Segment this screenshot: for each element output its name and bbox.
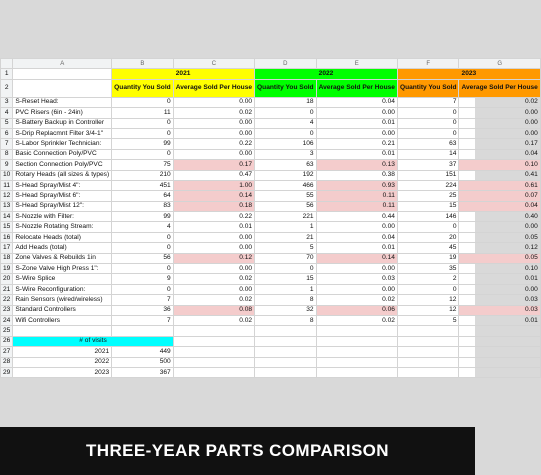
avg-cell[interactable]: 0.00 bbox=[173, 97, 254, 107]
avg-cell[interactable]: 0.02 bbox=[173, 315, 254, 325]
avg-cell[interactable]: 0.11 bbox=[316, 191, 397, 201]
qty-cell[interactable]: 8 bbox=[255, 315, 317, 325]
cell bbox=[316, 347, 397, 357]
qty-cell[interactable]: 19 bbox=[397, 253, 459, 263]
table-row bbox=[1, 222, 541, 232]
qty-header: Quantity You Sold bbox=[255, 79, 317, 97]
column-header-f[interactable]: F bbox=[397, 59, 459, 69]
qty-cell[interactable]: 83 bbox=[112, 201, 174, 211]
row-number: 27 bbox=[1, 347, 13, 357]
cell bbox=[173, 336, 254, 346]
row-number: 23 bbox=[1, 305, 13, 315]
table-row bbox=[1, 264, 541, 274]
avg-cell[interactable]: 1.00 bbox=[173, 180, 254, 190]
table-row bbox=[1, 149, 541, 159]
row-number: 9 bbox=[1, 160, 13, 170]
row-number: 3 bbox=[1, 97, 13, 107]
avg-cell[interactable]: 0.47 bbox=[173, 170, 254, 180]
cell bbox=[173, 367, 254, 377]
cell bbox=[397, 367, 459, 377]
item-label[interactable]: S-Labor Sprinkler Technician: bbox=[13, 139, 112, 149]
avg-cell[interactable]: 0.00 bbox=[173, 118, 254, 128]
qty-cell[interactable]: 0 bbox=[397, 128, 459, 138]
qty-cell[interactable]: 0 bbox=[397, 108, 459, 118]
qty-cell[interactable]: 0 bbox=[397, 118, 459, 128]
qty-cell[interactable]: 99 bbox=[112, 212, 174, 222]
row-number: 18 bbox=[1, 253, 13, 263]
table-row bbox=[1, 191, 541, 201]
qty-cell[interactable]: 45 bbox=[397, 243, 459, 253]
qty-cell[interactable]: 4 bbox=[112, 222, 174, 232]
visits-count[interactable]: 449 bbox=[112, 347, 174, 357]
avg-cell[interactable]: 0.00 bbox=[459, 222, 540, 232]
qty-cell[interactable]: 7 bbox=[397, 97, 459, 107]
column-header-row bbox=[1, 59, 541, 69]
qty-cell[interactable]: 0 bbox=[255, 128, 317, 138]
avg-cell[interactable]: 0.01 bbox=[316, 149, 397, 159]
avg-cell[interactable]: 0.13 bbox=[316, 160, 397, 170]
avg-cell[interactable]: 0.02 bbox=[316, 315, 397, 325]
cell bbox=[13, 79, 112, 97]
row-number: 28 bbox=[1, 357, 13, 367]
qty-cell[interactable]: 1 bbox=[255, 222, 317, 232]
item-label[interactable]: S-Nozzle with Filter: bbox=[13, 212, 112, 222]
cell bbox=[13, 69, 112, 79]
item-label[interactable]: Section Connection Poly/PVC bbox=[13, 160, 112, 170]
qty-cell[interactable]: 15 bbox=[397, 201, 459, 211]
row-number: 4 bbox=[1, 108, 13, 118]
visits-count[interactable]: 500 bbox=[112, 357, 174, 367]
row-number: 6 bbox=[1, 128, 13, 138]
avg-cell[interactable]: 0.10 bbox=[459, 264, 540, 274]
item-label[interactable]: Add Heads (total) bbox=[13, 243, 112, 253]
row-number: 26 bbox=[1, 336, 13, 346]
item-label[interactable]: S-Wire Reconfiguration: bbox=[13, 284, 112, 294]
avg-cell[interactable]: 0.02 bbox=[173, 108, 254, 118]
table-row bbox=[1, 326, 541, 336]
visits-year[interactable]: 2023 bbox=[13, 367, 112, 377]
table-row bbox=[1, 170, 541, 180]
item-label[interactable]: Relocate Heads (total) bbox=[13, 232, 112, 242]
table-row bbox=[1, 295, 541, 305]
qty-cell[interactable]: 70 bbox=[255, 253, 317, 263]
item-label[interactable]: S-Head Spray/Mist 4": bbox=[13, 180, 112, 190]
avg-cell[interactable]: 0.40 bbox=[459, 212, 540, 222]
row-number: 5 bbox=[1, 118, 13, 128]
visits-header-row bbox=[1, 336, 541, 346]
item-label[interactable]: S-Zone Valve High Press 1": bbox=[13, 264, 112, 274]
avg-cell[interactable]: 0.17 bbox=[173, 160, 254, 170]
avg-cell[interactable]: 0.93 bbox=[316, 180, 397, 190]
avg-cell[interactable]: 0.04 bbox=[459, 149, 540, 159]
cell bbox=[397, 336, 459, 346]
qty-cell[interactable]: 151 bbox=[397, 170, 459, 180]
item-label[interactable]: S-Battery Backup in Controller bbox=[13, 118, 112, 128]
item-label[interactable]: S-Reset Head: bbox=[13, 97, 112, 107]
qty-cell[interactable]: 0 bbox=[112, 243, 174, 253]
item-label[interactable]: S-Wire Splice bbox=[13, 274, 112, 284]
cell bbox=[316, 336, 397, 346]
cell bbox=[459, 357, 540, 367]
avg-cell[interactable]: 0.12 bbox=[173, 253, 254, 263]
avg-cell[interactable]: 0.00 bbox=[316, 222, 397, 232]
item-label[interactable]: Rotary Heads (all sizes & types) bbox=[13, 170, 112, 180]
avg-cell[interactable]: 0.00 bbox=[173, 149, 254, 159]
qty-cell[interactable]: 56 bbox=[255, 201, 317, 211]
cell bbox=[255, 326, 317, 336]
spreadsheet-grid bbox=[0, 58, 541, 378]
qty-cell[interactable]: 14 bbox=[397, 149, 459, 159]
qty-cell[interactable]: 7 bbox=[112, 315, 174, 325]
avg-cell[interactable]: 0.03 bbox=[316, 274, 397, 284]
row-number: 19 bbox=[1, 264, 13, 274]
item-label[interactable]: Zone Valves & Rebuilds 1in bbox=[13, 253, 112, 263]
avg-cell[interactable]: 0.07 bbox=[459, 191, 540, 201]
avg-cell[interactable]: 0.00 bbox=[459, 128, 540, 138]
spreadsheet bbox=[0, 58, 538, 378]
table-row bbox=[1, 212, 541, 222]
cell bbox=[255, 367, 317, 377]
year-header-row bbox=[1, 69, 541, 79]
row-number: 2 bbox=[1, 79, 13, 97]
visits-row bbox=[1, 357, 541, 367]
qty-cell[interactable]: 11 bbox=[112, 108, 174, 118]
qty-cell[interactable]: 25 bbox=[397, 191, 459, 201]
qty-cell[interactable]: 5 bbox=[397, 315, 459, 325]
column-header-e[interactable]: E bbox=[316, 59, 397, 69]
cell bbox=[173, 347, 254, 357]
qty-cell[interactable]: 37 bbox=[397, 160, 459, 170]
qty-cell[interactable]: 221 bbox=[255, 212, 317, 222]
item-label[interactable]: S-Head Spray/Mist 6": bbox=[13, 191, 112, 201]
item-label[interactable]: S-Nozzle Rotating Stream: bbox=[13, 222, 112, 232]
row-number: 10 bbox=[1, 170, 13, 180]
cell bbox=[255, 357, 317, 367]
qty-cell[interactable]: 63 bbox=[255, 160, 317, 170]
footer-title: THREE-YEAR PARTS COMPARISON bbox=[86, 441, 389, 460]
table-row bbox=[1, 118, 541, 128]
qty-cell[interactable]: 0 bbox=[112, 97, 174, 107]
table-row bbox=[1, 108, 541, 118]
qty-cell[interactable]: 0 bbox=[112, 264, 174, 274]
avg-cell[interactable]: 0.00 bbox=[173, 264, 254, 274]
avg-cell[interactable]: 0.00 bbox=[459, 118, 540, 128]
row-number: 1 bbox=[1, 69, 13, 79]
avg-cell[interactable]: 0.00 bbox=[316, 264, 397, 274]
row-number: 17 bbox=[1, 243, 13, 253]
avg-cell[interactable]: 0.22 bbox=[173, 212, 254, 222]
qty-cell[interactable]: 36 bbox=[112, 305, 174, 315]
visits-count[interactable]: 367 bbox=[112, 367, 174, 377]
row-number: 15 bbox=[1, 222, 13, 232]
avg-cell[interactable]: 0.10 bbox=[459, 160, 540, 170]
cell bbox=[173, 326, 254, 336]
row-number: 12 bbox=[1, 191, 13, 201]
qty-cell[interactable]: 146 bbox=[397, 212, 459, 222]
table-row bbox=[1, 180, 541, 190]
qty-cell[interactable]: 64 bbox=[112, 191, 174, 201]
avg-cell[interactable]: 0.03 bbox=[459, 305, 540, 315]
qty-cell[interactable]: 9 bbox=[112, 274, 174, 284]
row-number: 14 bbox=[1, 212, 13, 222]
avg-cell[interactable]: 0.06 bbox=[316, 305, 397, 315]
qty-cell[interactable]: 0 bbox=[112, 149, 174, 159]
avg-cell[interactable]: 0.01 bbox=[459, 315, 540, 325]
avg-cell[interactable]: 0.14 bbox=[316, 253, 397, 263]
avg-header: Average Sold Per House bbox=[459, 79, 540, 97]
table-row bbox=[1, 232, 541, 242]
qty-cell[interactable]: 0 bbox=[397, 222, 459, 232]
avg-cell[interactable]: 0.18 bbox=[173, 201, 254, 211]
avg-cell[interactable]: 0.12 bbox=[459, 243, 540, 253]
visits-header: # of visits bbox=[13, 336, 173, 346]
cell bbox=[255, 336, 317, 346]
corner-cell bbox=[1, 59, 13, 69]
item-label[interactable]: S-Drip Replacmnt Filter 3/4-1" bbox=[13, 128, 112, 138]
cell bbox=[112, 326, 174, 336]
qty-cell[interactable]: 55 bbox=[255, 191, 317, 201]
row-number: 25 bbox=[1, 326, 13, 336]
qty-cell[interactable]: 0 bbox=[112, 118, 174, 128]
avg-cell[interactable]: 0.44 bbox=[316, 212, 397, 222]
avg-header: Average Sold Per House bbox=[173, 79, 254, 97]
table-row bbox=[1, 243, 541, 253]
qty-cell[interactable]: 21 bbox=[255, 232, 317, 242]
table-row bbox=[1, 274, 541, 284]
avg-cell[interactable]: 0.01 bbox=[173, 222, 254, 232]
item-label[interactable]: Basic Connection Poly/PVC bbox=[13, 149, 112, 159]
visits-year[interactable]: 2022 bbox=[13, 357, 112, 367]
item-label[interactable]: Standard Controllers bbox=[13, 305, 112, 315]
avg-cell[interactable]: 0.00 bbox=[316, 108, 397, 118]
avg-cell[interactable]: 0.22 bbox=[173, 139, 254, 149]
qty-cell[interactable]: 4 bbox=[255, 118, 317, 128]
qty-cell[interactable]: 1 bbox=[255, 284, 317, 294]
avg-cell[interactable]: 0.04 bbox=[459, 201, 540, 211]
cell bbox=[316, 367, 397, 377]
row-number: 11 bbox=[1, 180, 13, 190]
cell bbox=[173, 357, 254, 367]
cell bbox=[255, 347, 317, 357]
qty-cell[interactable]: 99 bbox=[112, 139, 174, 149]
qty-cell[interactable]: 12 bbox=[397, 295, 459, 305]
avg-cell[interactable]: 0.61 bbox=[459, 180, 540, 190]
item-label[interactable]: Rain Sensors (wired/wireless) bbox=[13, 295, 112, 305]
avg-cell[interactable]: 0.02 bbox=[173, 295, 254, 305]
qty-cell[interactable]: 75 bbox=[112, 160, 174, 170]
avg-cell[interactable]: 0.41 bbox=[459, 170, 540, 180]
cell bbox=[459, 367, 540, 377]
column-header-a[interactable]: A bbox=[13, 59, 112, 69]
column-header-g[interactable]: G bbox=[459, 59, 540, 69]
table-row bbox=[1, 139, 541, 149]
qty-cell[interactable]: 466 bbox=[255, 180, 317, 190]
row-number: 7 bbox=[1, 139, 13, 149]
table-row bbox=[1, 201, 541, 211]
avg-cell[interactable]: 0.01 bbox=[459, 274, 540, 284]
avg-cell[interactable]: 0.02 bbox=[459, 97, 540, 107]
avg-cell[interactable]: 0.17 bbox=[459, 139, 540, 149]
table-row bbox=[1, 160, 541, 170]
avg-header: Average Sold Per House bbox=[316, 79, 397, 97]
row-number: 13 bbox=[1, 201, 13, 211]
cell bbox=[397, 326, 459, 336]
qty-cell[interactable]: 18 bbox=[255, 97, 317, 107]
qty-cell[interactable]: 210 bbox=[112, 170, 174, 180]
qty-cell[interactable]: 3 bbox=[255, 149, 317, 159]
qty-cell[interactable]: 56 bbox=[112, 253, 174, 263]
avg-cell[interactable]: 0.11 bbox=[316, 201, 397, 211]
avg-cell[interactable]: 0.03 bbox=[459, 295, 540, 305]
avg-cell[interactable]: 0.02 bbox=[173, 274, 254, 284]
item-label[interactable]: S-Head Spray/Mist 12": bbox=[13, 201, 112, 211]
qty-cell[interactable]: 8 bbox=[255, 295, 317, 305]
avg-cell[interactable]: 0.00 bbox=[316, 284, 397, 294]
row-number: 20 bbox=[1, 274, 13, 284]
column-header-c[interactable]: C bbox=[173, 59, 254, 69]
qty-cell[interactable]: 7 bbox=[112, 295, 174, 305]
cell bbox=[316, 326, 397, 336]
avg-cell[interactable]: 0.00 bbox=[173, 232, 254, 242]
avg-cell[interactable]: 0.01 bbox=[316, 118, 397, 128]
qty-cell[interactable]: 5 bbox=[255, 243, 317, 253]
avg-cell[interactable]: 0.05 bbox=[459, 232, 540, 242]
qty-cell[interactable]: 224 bbox=[397, 180, 459, 190]
qty-cell[interactable]: 20 bbox=[397, 232, 459, 242]
table-row bbox=[1, 97, 541, 107]
year-header-2023: 2023 bbox=[397, 69, 540, 79]
table-row bbox=[1, 253, 541, 263]
row-number: 24 bbox=[1, 315, 13, 325]
column-header-b[interactable]: B bbox=[112, 59, 174, 69]
row-number: 22 bbox=[1, 295, 13, 305]
item-label[interactable]: Wifi Controllers bbox=[13, 315, 112, 325]
cell bbox=[316, 357, 397, 367]
cell bbox=[459, 347, 540, 357]
item-label[interactable]: PVC Risers (6in - 24in) bbox=[13, 108, 112, 118]
qty-cell[interactable]: 2 bbox=[397, 274, 459, 284]
qty-cell[interactable]: 12 bbox=[397, 305, 459, 315]
row-number: 16 bbox=[1, 232, 13, 242]
qty-cell[interactable]: 0 bbox=[112, 128, 174, 138]
cell bbox=[397, 347, 459, 357]
visits-year[interactable]: 2021 bbox=[13, 347, 112, 357]
avg-cell[interactable]: 0.00 bbox=[459, 284, 540, 294]
qty-cell[interactable]: 15 bbox=[255, 274, 317, 284]
cell bbox=[13, 326, 112, 336]
avg-cell[interactable]: 0.14 bbox=[173, 191, 254, 201]
sub-header-row bbox=[1, 79, 541, 97]
qty-cell[interactable]: 35 bbox=[397, 264, 459, 274]
qty-cell[interactable]: 192 bbox=[255, 170, 317, 180]
table-row bbox=[1, 305, 541, 315]
cell bbox=[459, 326, 540, 336]
avg-cell[interactable]: 0.02 bbox=[316, 295, 397, 305]
avg-cell[interactable]: 0.00 bbox=[316, 128, 397, 138]
qty-cell[interactable]: 0 bbox=[255, 108, 317, 118]
qty-header: Quantity You Sold bbox=[112, 79, 174, 97]
footer-title-bar bbox=[0, 427, 475, 475]
avg-cell[interactable]: 0.00 bbox=[459, 108, 540, 118]
avg-cell[interactable]: 0.08 bbox=[173, 305, 254, 315]
row-number: 8 bbox=[1, 149, 13, 159]
table-row bbox=[1, 284, 541, 294]
row-number: 21 bbox=[1, 284, 13, 294]
qty-cell[interactable]: 451 bbox=[112, 180, 174, 190]
column-header-d[interactable]: D bbox=[255, 59, 317, 69]
year-header-2022: 2022 bbox=[255, 69, 398, 79]
qty-cell[interactable]: 32 bbox=[255, 305, 317, 315]
qty-cell[interactable]: 106 bbox=[255, 139, 317, 149]
avg-cell[interactable]: 0.01 bbox=[316, 243, 397, 253]
cell bbox=[397, 357, 459, 367]
visits-row bbox=[1, 347, 541, 357]
qty-cell[interactable]: 0 bbox=[112, 232, 174, 242]
table-row bbox=[1, 315, 541, 325]
avg-cell[interactable]: 0.00 bbox=[173, 284, 254, 294]
avg-cell[interactable]: 0.04 bbox=[316, 232, 397, 242]
avg-cell[interactable]: 0.00 bbox=[173, 243, 254, 253]
year-header-2021: 2021 bbox=[112, 69, 255, 79]
avg-cell[interactable]: 0.00 bbox=[173, 128, 254, 138]
visits-row bbox=[1, 367, 541, 377]
qty-cell[interactable]: 0 bbox=[397, 284, 459, 294]
qty-header: Quantity You Sold bbox=[397, 79, 459, 97]
table-row bbox=[1, 128, 541, 138]
qty-cell[interactable]: 63 bbox=[397, 139, 459, 149]
avg-cell[interactable]: 0.05 bbox=[459, 253, 540, 263]
avg-cell[interactable]: 0.04 bbox=[316, 97, 397, 107]
qty-cell[interactable]: 0 bbox=[255, 264, 317, 274]
qty-cell[interactable]: 0 bbox=[112, 284, 174, 294]
row-number: 29 bbox=[1, 367, 13, 377]
avg-cell[interactable]: 0.21 bbox=[316, 139, 397, 149]
avg-cell[interactable]: 0.38 bbox=[316, 170, 397, 180]
cell bbox=[459, 336, 540, 346]
